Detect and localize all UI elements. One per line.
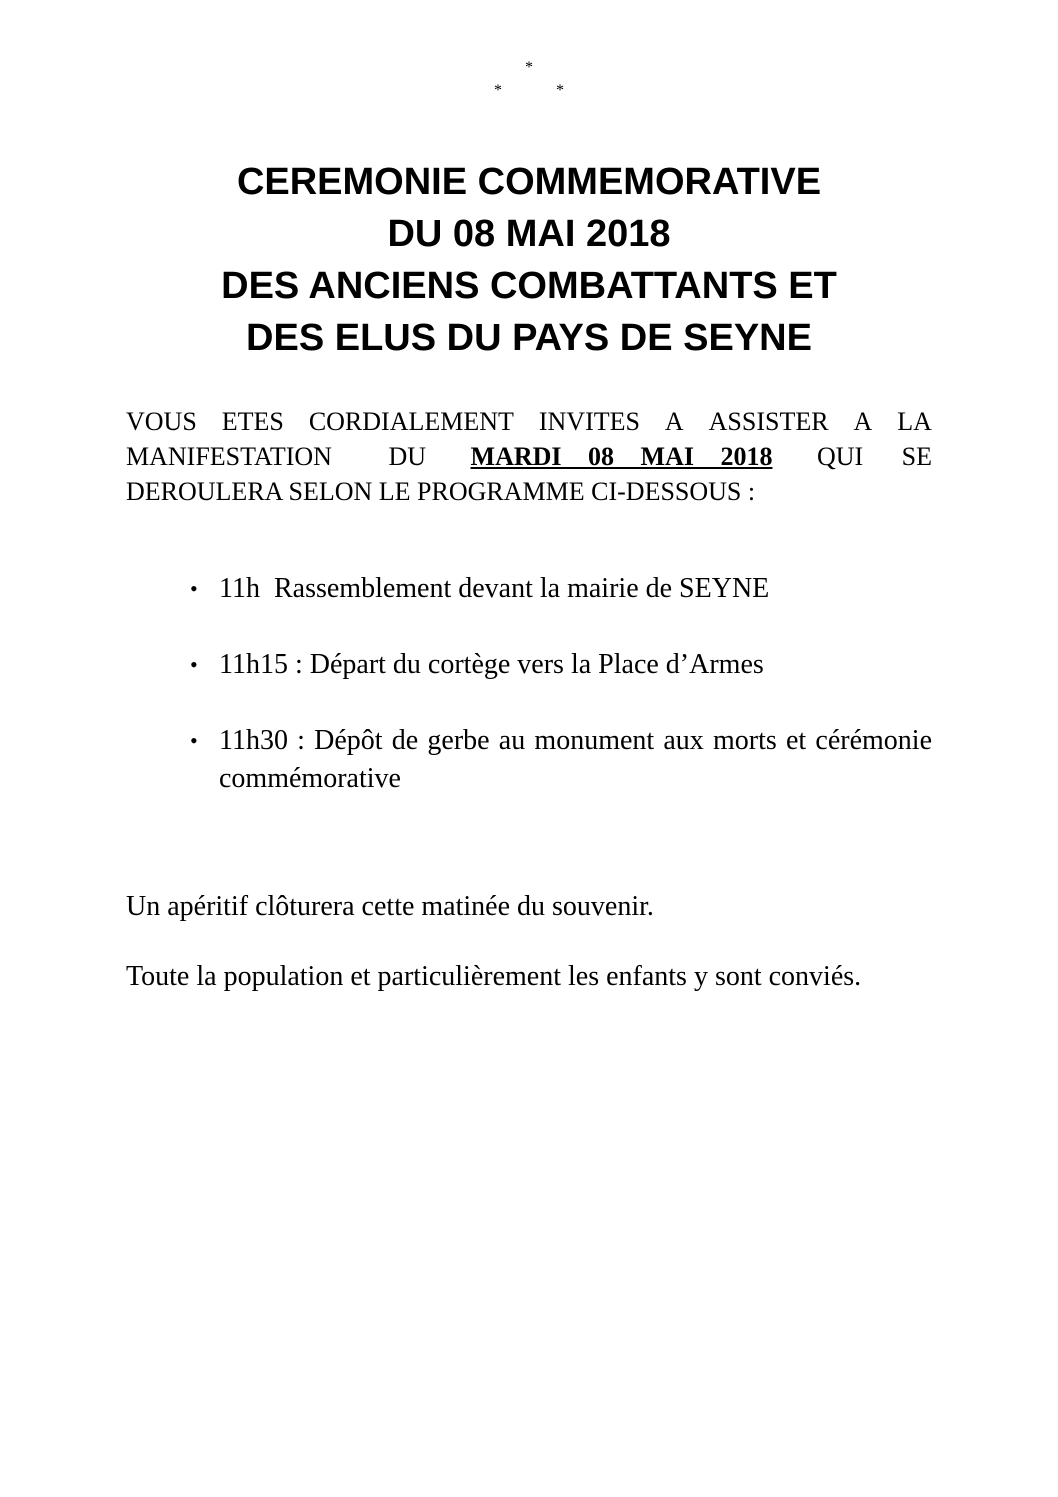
intro-word: LA [897,407,932,436]
intro-line-2 [126,439,932,474]
document-title [0,156,1058,364]
population-note: Toute la population et particulièrement les enfants y sont conviés. [126,961,862,992]
intro-word: ETES [221,407,284,436]
aperitif-note: Un apéritif clôturera cette matinée du souvenir. [126,891,654,922]
intro-line-2-before [126,439,426,474]
title-line-1: CEREMONIE COMMEMORATIVE [236,161,822,203]
bullet-icon: • [190,652,198,677]
intro-line-1 [126,404,932,439]
program-list [126,570,932,836]
intro-word: QUI [816,442,864,471]
intro-word: DU [388,442,426,471]
intro-word: MANIFESTATION [126,442,332,471]
bullet-icon: • [190,728,198,753]
intro-word: ASSISTER [708,407,829,436]
intro-word: CORDIALEMENT [308,407,514,436]
star-ornament-top: * [525,59,533,76]
intro-word: INVITES [538,407,640,436]
list-item [126,722,932,798]
program-item-text: 11h Rassemblement devant la mairie de SEYNE [219,573,770,604]
program-item-text: 11h15 : Départ du cortège vers la Place d’Armes [219,649,764,680]
title-line-3: DES ANCIENS COMBATTANTS ET [221,265,837,307]
star-ornament-bottom: * * [494,82,564,99]
intro-word: A [853,407,873,436]
intro-word: VOUS [126,407,197,436]
invitation-paragraph [126,404,932,509]
title-line-2: DU 08 MAI 2018 [387,213,671,255]
list-item [126,570,932,608]
title-line-4: DES ELUS DU PAYS DE SEYNE [246,317,812,359]
intro-line-2-after [817,439,932,474]
bullet-icon: • [190,576,198,601]
program-item-text: 11h30 : Dépôt de gerbe au monument aux morts et cérémonie commémorative [219,725,932,794]
list-item [126,646,932,684]
intro-word: SE [901,442,932,471]
event-date: MARDI 08 MAI 2018 [470,442,773,471]
intro-word: A [664,407,684,436]
intro-line-3: DEROULERA SELON LE PROGRAMME CI-DESSOUS : [126,477,756,506]
